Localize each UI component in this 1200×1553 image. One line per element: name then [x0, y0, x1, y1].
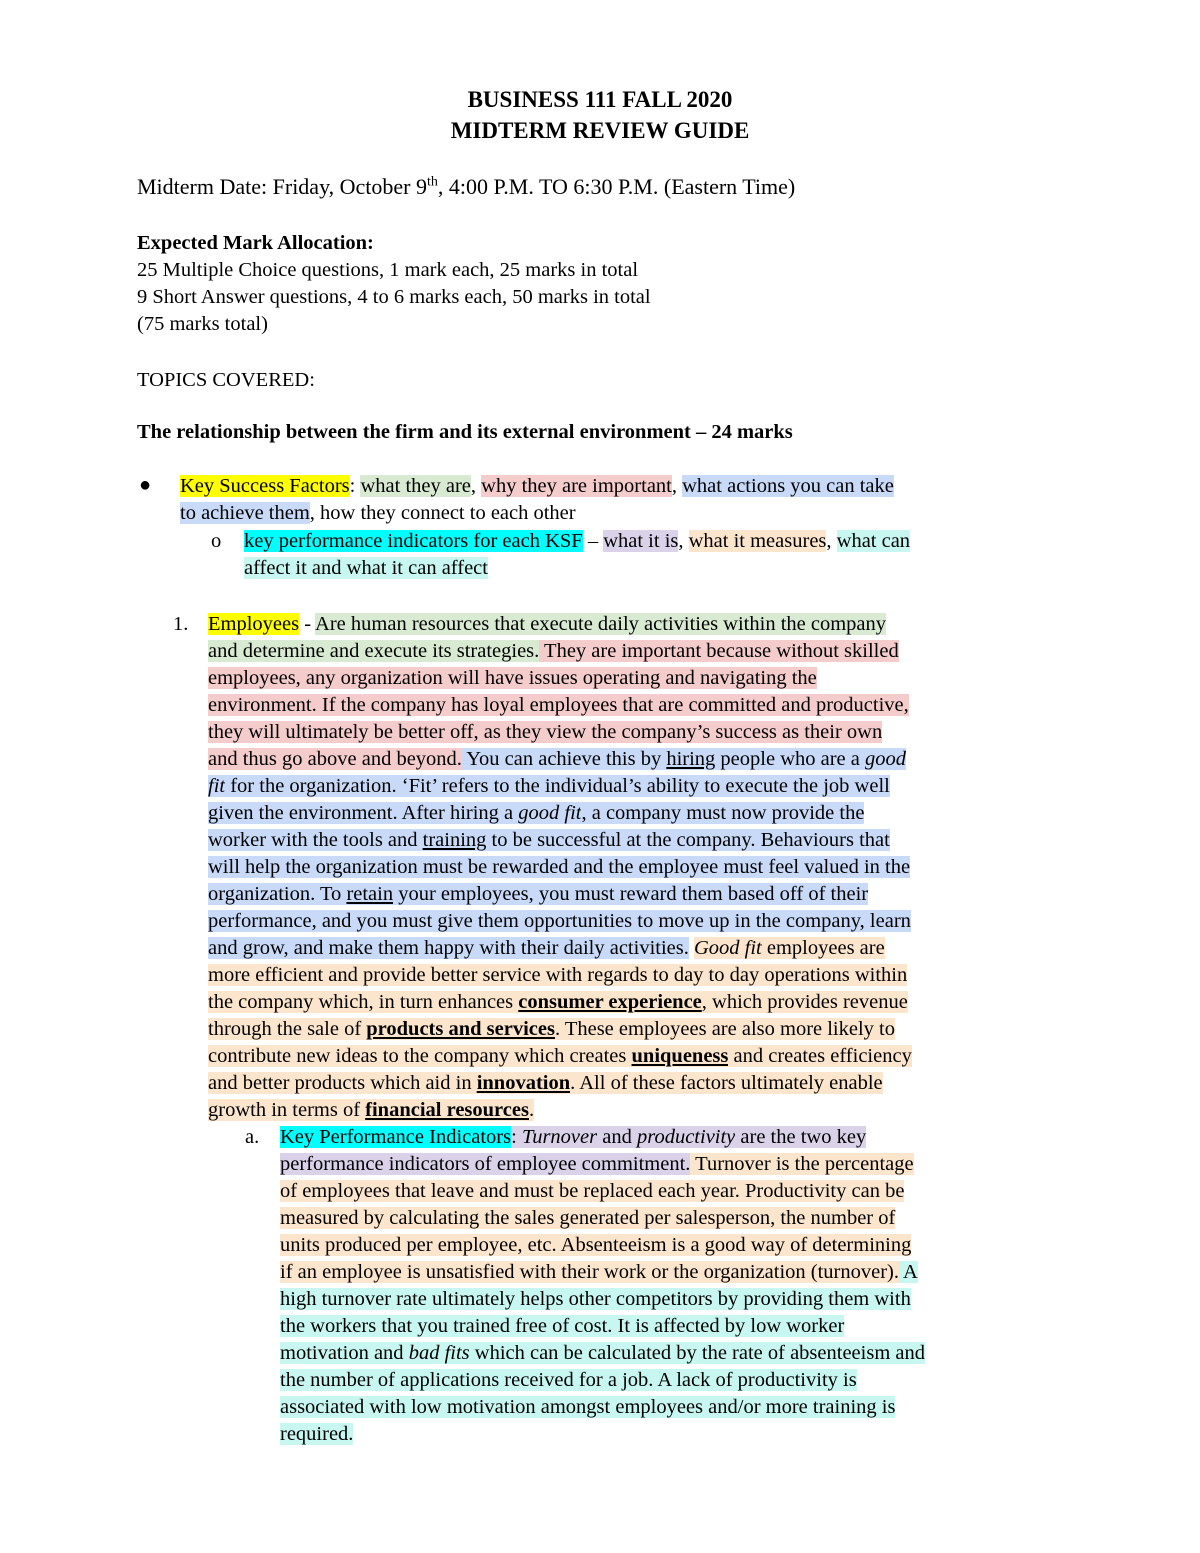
midterm-date: Midterm Date: Friday, October 9th, 4:00 P.M. TO 6:30 P.M. (Eastern Time)	[137, 174, 796, 199]
paragraph-line: growth in terms of financial resources.	[208, 1099, 535, 1121]
paragraph-line: associated with low motivation amongst employees and/or more training is	[280, 1396, 896, 1418]
paragraph-line: measured by calculating the sales generated per salesperson, the number of	[280, 1207, 896, 1229]
paragraph-line: will help the organization must be rewarded and the employee must feel valued in the	[208, 856, 911, 878]
paragraph-line: performance, and you must give them opportunities to move up in the company, learn	[208, 910, 911, 932]
paragraph-line: and thus go above and beyond. You can achieve this by hiring people who are a good	[208, 748, 906, 770]
paragraph-line: of employees that leave and must be replaced each year. Productivity can be	[280, 1180, 905, 1202]
document-subtitle: MIDTERM REVIEW GUIDE	[450, 118, 750, 143]
paragraph-line: motivation and bad fits which can be calculated by the rate of absenteeism and	[280, 1342, 925, 1364]
paragraph-line: through the sale of products and services. These employees are also more likely to	[208, 1018, 895, 1040]
ksf-line: Key Success Factors: what they are, why they are important, what actions you can take	[180, 475, 894, 497]
list-letter: a.	[245, 1126, 260, 1148]
paragraph-line: they will ultimately be better off, as they view the company’s success as their own	[208, 721, 883, 743]
paragraph-line: given the environment. After hiring a good fit, a company must now provide the	[208, 802, 865, 824]
list-number: 1.	[173, 613, 189, 635]
ksf-line: to achieve them, how they connect to each other	[180, 502, 576, 524]
paragraph-line: organization. To retain your employees, you must reward them based off of their	[208, 883, 869, 905]
document-title: BUSINESS 111 FALL 2020	[467, 87, 733, 112]
bullet-icon: ●	[139, 474, 152, 496]
paragraph-line: high turnover rate ultimately helps other competitors by providing them with	[280, 1288, 911, 1310]
kpi-line: affect it and what it can affect	[244, 557, 488, 579]
paragraph-line: units produced per employee, etc. Absenteeism is a good way of determining	[280, 1234, 912, 1256]
paragraph-line: contribute new ideas to the company which creates uniqueness and creates efficiency	[208, 1045, 912, 1067]
paragraph-line: employees, any organization will have issues operating and navigating the	[208, 667, 817, 689]
paragraph-line: performance indicators of employee commitment. Turnover is the percentage	[280, 1153, 914, 1175]
paragraph-line: required.	[280, 1423, 354, 1445]
allocation-line: 9 Short Answer questions, 4 to 6 marks each, 50 marks in total	[137, 286, 651, 308]
paragraph-line: and determine and execute its strategies. They are important because without skilled	[208, 640, 899, 662]
paragraph-line: Key Performance Indicators: Turnover and productivity are the two key	[280, 1126, 867, 1148]
paragraph-line: more efficient and provide better service with regards to day to day operations within	[208, 964, 908, 986]
paragraph-line: and better products which aid in innovation. All of these factors ultimately enable	[208, 1072, 883, 1094]
paragraph-line: and grow, and make them happy with their daily activities. Good fit employees are	[208, 937, 885, 959]
allocation-line: (75 marks total)	[137, 313, 268, 335]
paragraph-line: worker with the tools and training to be successful at the company. Behaviours that	[208, 829, 890, 851]
allocation-heading: Expected Mark Allocation:	[137, 232, 374, 254]
kpi-line: key performance indicators for each KSF – what it is, what it measures, what can	[244, 530, 911, 552]
paragraph-line: environment. If the company has loyal employees that are committed and productive,	[208, 694, 909, 716]
allocation-line: 25 Multiple Choice questions, 1 mark each, 25 marks in total	[137, 259, 639, 281]
sub-bullet-icon: o	[211, 530, 222, 552]
paragraph-line: Employees - Are human resources that execute daily activities within the company	[208, 613, 887, 635]
paragraph-line: the company which, in turn enhances consumer experience, which provides revenue	[208, 991, 908, 1013]
paragraph-line: fit for the organization. ‘Fit’ refers to the individual’s ability to execute the job well	[208, 775, 890, 797]
paragraph-line: the workers that you trained free of cost. It is affected by low worker	[280, 1315, 845, 1337]
topics-heading: TOPICS COVERED:	[137, 369, 315, 391]
paragraph-line: if an employee is unsatisfied with their work or the organization (turnover). A	[280, 1261, 918, 1283]
paragraph-line: the number of applications received for a job. A lack of productivity is	[280, 1369, 857, 1391]
section-heading: The relationship between the firm and its external environment – 24 marks	[137, 421, 793, 443]
